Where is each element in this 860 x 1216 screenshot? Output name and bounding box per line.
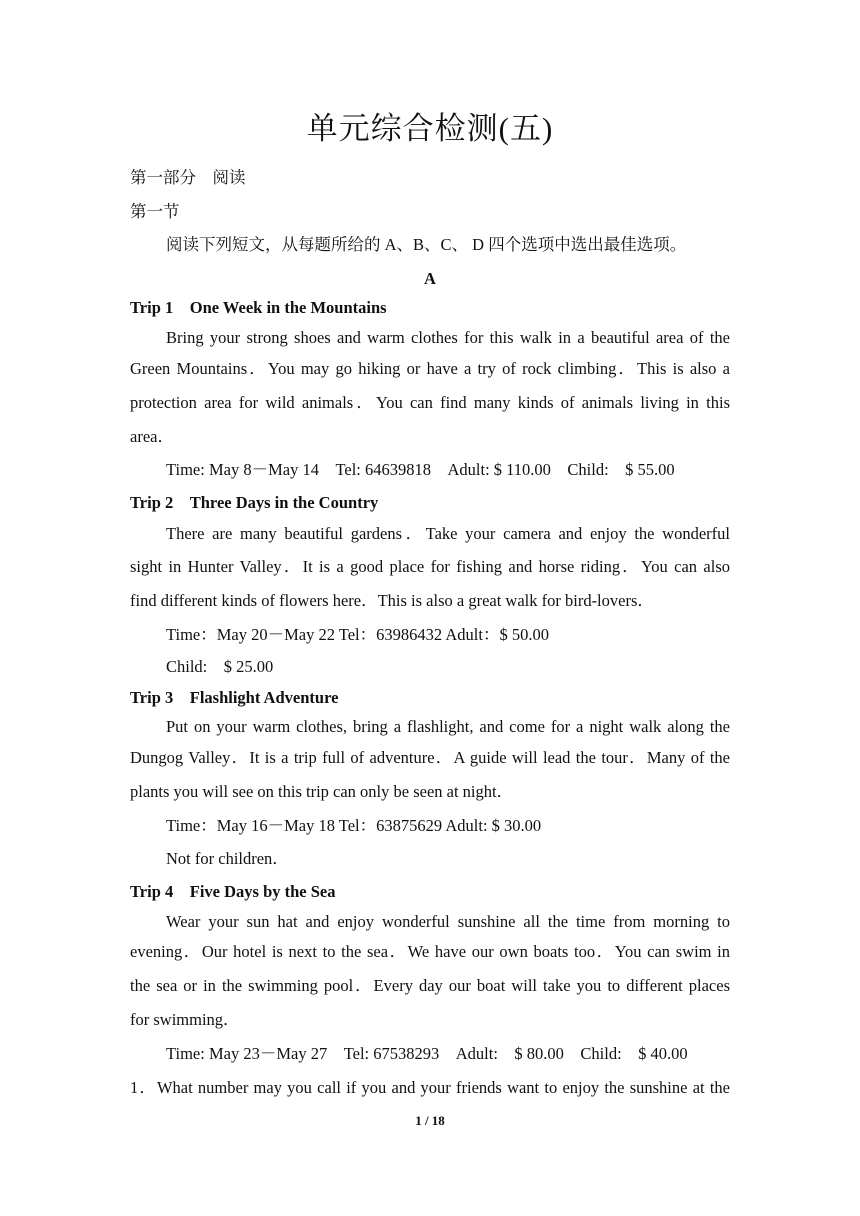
paragraph-line: Bring your strong shoes and warm clothes for this walk in a beautiful area of the [166, 328, 730, 347]
trip-info: Time: May 8－May 14 Tel: 64639818 Adult: $ 110.00 Child: $ 55.00 [166, 460, 675, 479]
section-heading: 第一节 [130, 202, 180, 221]
paragraph-line: the sea or in the swimming pool．Every day our boat will take you to different places [130, 976, 730, 995]
paragraph-line: sight in Hunter Valley．It is a good place for fishing and horse riding．You can also [130, 557, 730, 576]
page-title: 单元综合检测(五) [306, 111, 554, 146]
paragraph-line: for swimming． [130, 1010, 240, 1029]
part-heading: 第一部分 阅读 [130, 168, 246, 187]
trip-info: Time：May 20－May 22 Tel：63986432 Adult：$ 50.00 [166, 625, 549, 644]
paragraph-line: evening．Our hotel is next to the sea．We have our own boats too．You can swim in [130, 942, 730, 961]
page-number: 1 / 18 [415, 1113, 445, 1128]
paragraph-line: Green Mountains．You may go hiking or have a try of rock climbing．This is also a [130, 359, 730, 378]
paragraph-line: Put on your warm clothes, bring a flashlight, and come for a night walk along the [166, 717, 730, 736]
trip-heading: Trip 1 One Week in the Mountains [130, 298, 387, 317]
paragraph-line: plants you will see on this trip can only be seen at night． [130, 782, 514, 801]
paragraph-line: area． [130, 427, 174, 446]
trip-info: Time：May 16－May 18 Tel：63875629 Adult: $ 30.00 [166, 816, 542, 835]
trip-heading: Trip 2 Three Days in the Country [130, 493, 379, 512]
paragraph-line: Wear your sun hat and enjoy wonderful sunshine all the time from morning to [166, 912, 730, 931]
paragraph-line: There are many beautiful gardens．Take your camera and enjoy the wonderful [166, 524, 730, 543]
trip-heading: Trip 3 Flashlight Adventure [130, 688, 339, 707]
paragraph-line: protection area for wild animals．You can find many kinds of animals living in this [130, 393, 730, 412]
paragraph-line: find different kinds of flowers here．This is also a great walk for bird-lovers． [130, 591, 654, 610]
trip-info: Not for children． [166, 849, 289, 868]
paragraph-line: Dungog Valley．It is a trip full of adventure．A guide will lead the tour．Many of the [130, 748, 730, 767]
question-1: 1．What number may you call if you and your friends want to enjoy the sunshine at the [130, 1078, 730, 1097]
trip-heading: Trip 4 Five Days by the Sea [130, 882, 336, 901]
trip-info: Time: May 23－May 27 Tel: 67538293 Adult: $ 80.00 Child: $ 40.00 [166, 1044, 688, 1063]
instruction: 阅读下列短文，从每题所给的 A、B、C、 D 四个选项中选出最佳选项。 [166, 235, 687, 254]
passage-label: A [424, 269, 436, 288]
trip-info: Child: $ 25.00 [166, 657, 274, 676]
